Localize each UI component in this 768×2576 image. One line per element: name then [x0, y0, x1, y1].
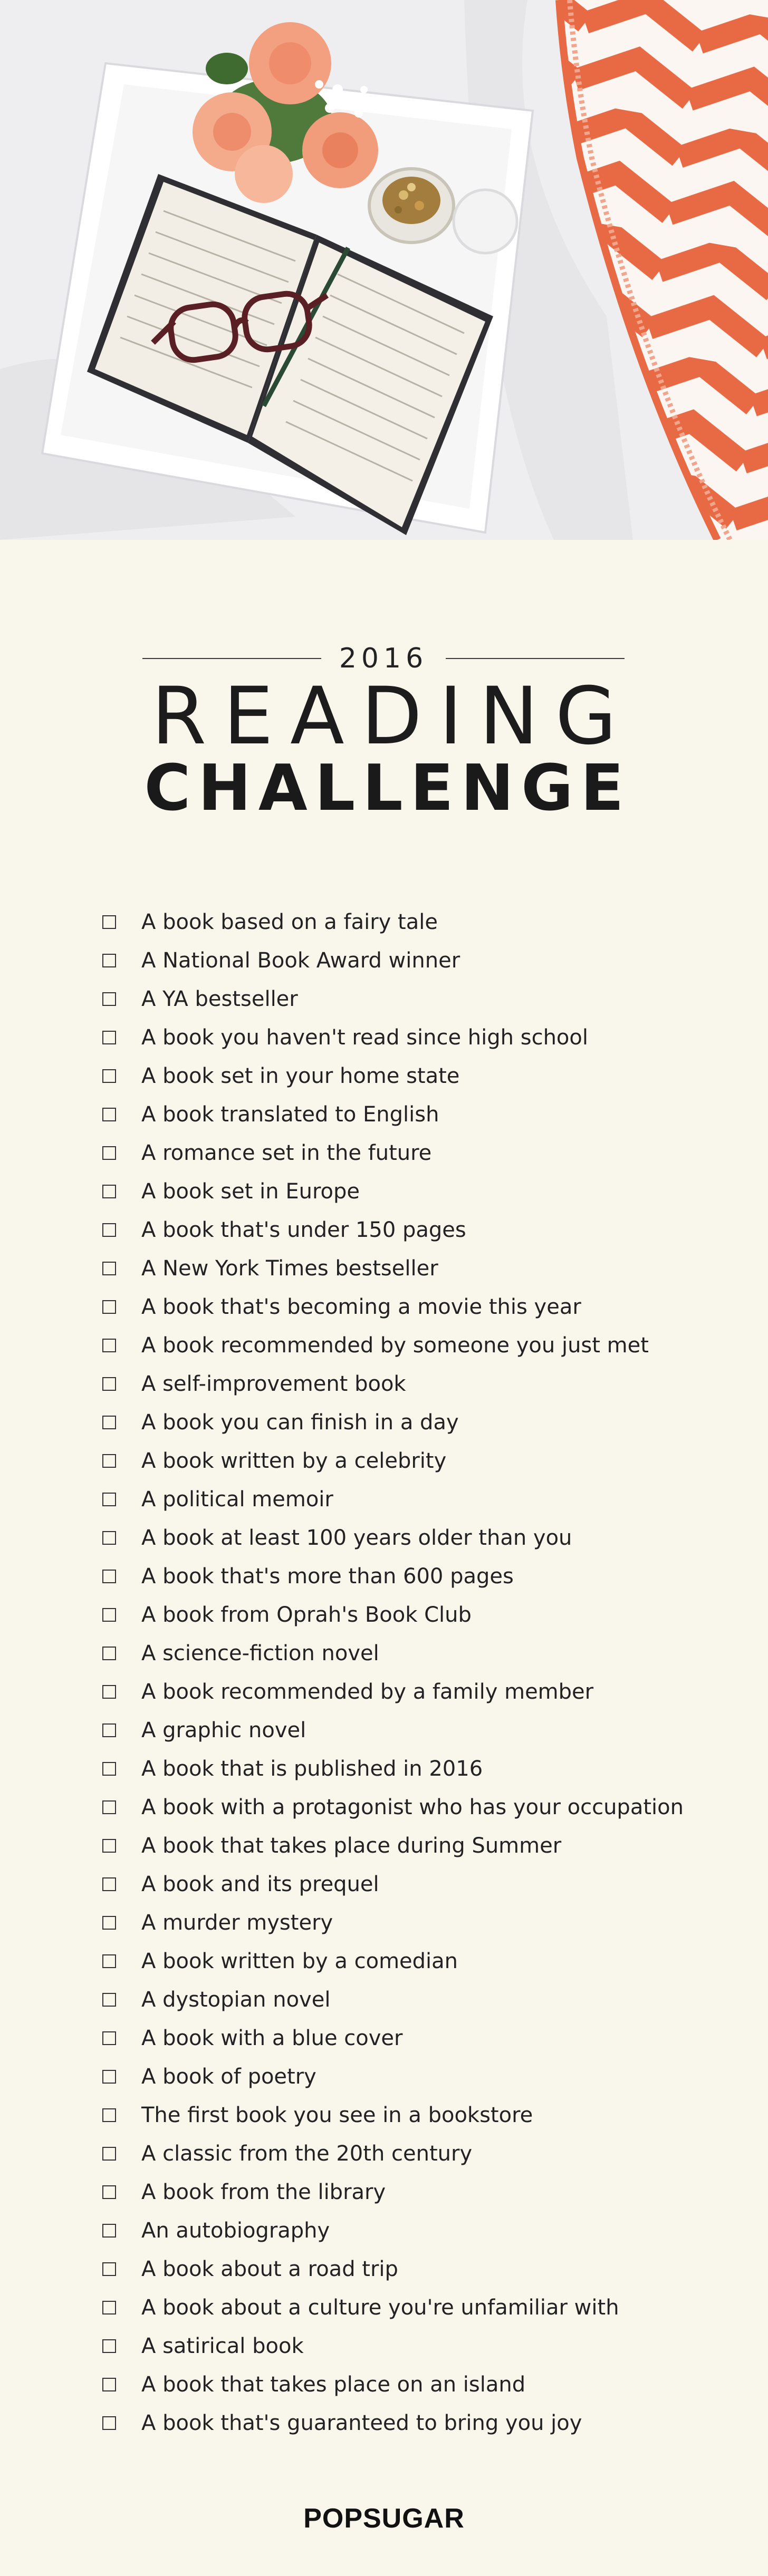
checkbox-icon[interactable]	[102, 1300, 116, 1314]
checkbox-icon[interactable]	[102, 954, 116, 967]
checklist-item-label: A murder mystery	[141, 1910, 333, 1935]
checklist-item[interactable]	[102, 2404, 725, 2442]
checkbox-icon[interactable]	[102, 1954, 116, 1968]
checkbox-icon[interactable]	[102, 1416, 116, 1429]
checkbox-icon[interactable]	[102, 1916, 116, 1930]
checklist-item-label: A satirical book	[141, 2333, 304, 2358]
checklist-item[interactable]	[102, 2211, 725, 2250]
checklist-item[interactable]	[102, 1980, 725, 2019]
reading-challenge-content	[0, 540, 768, 2576]
checklist-item[interactable]	[102, 2288, 725, 2327]
checklist-item-label: A classic from the 20th century	[141, 2141, 473, 2166]
checklist-item-label: A book recommended by someone you just met	[141, 1333, 649, 1358]
checkbox-icon[interactable]	[102, 1377, 116, 1391]
checklist-item[interactable]	[102, 980, 725, 1018]
checklist-item[interactable]	[102, 2173, 725, 2211]
checklist-item[interactable]	[102, 1518, 725, 1557]
checklist-item-label: A book about a road trip	[141, 2257, 398, 2281]
checkbox-icon[interactable]	[102, 2416, 116, 2430]
checklist-item[interactable]	[102, 1134, 725, 1172]
checklist-item-label: A political memoir	[141, 1487, 333, 1512]
checkbox-icon[interactable]	[102, 2108, 116, 2122]
checkbox-icon[interactable]	[102, 1108, 116, 1121]
checkbox-icon[interactable]	[102, 2301, 116, 2314]
checklist-item[interactable]	[102, 1018, 725, 1057]
popsugar-logo: POPSUGAR	[303, 2503, 465, 2534]
checkbox-icon[interactable]	[102, 2031, 116, 2045]
checklist-item[interactable]	[102, 1249, 725, 1287]
checklist-item[interactable]	[102, 1788, 725, 1826]
checklist-item[interactable]	[102, 2096, 725, 2134]
checkbox-icon[interactable]	[102, 1762, 116, 1776]
checklist-item[interactable]	[102, 1595, 725, 1634]
checklist-item[interactable]	[102, 2057, 725, 2096]
checkbox-icon[interactable]	[102, 1723, 116, 1737]
divider-left	[142, 658, 321, 659]
checklist-item-label: A book you can finish in a day	[141, 1410, 459, 1435]
checkbox-icon[interactable]	[102, 1570, 116, 1583]
checkbox-icon[interactable]	[102, 1031, 116, 1044]
checklist-item-label: A book set in your home state	[141, 1063, 460, 1088]
checkbox-icon[interactable]	[102, 1800, 116, 1814]
checklist-item-label: A book with a protagonist who has your occupation	[141, 1795, 684, 1819]
checkbox-icon[interactable]	[102, 1262, 116, 1275]
year-label: 2016	[339, 643, 428, 674]
checklist-item-label: A book set in Europe	[141, 1179, 360, 1204]
checklist-item[interactable]	[102, 2019, 725, 2057]
checklist-item-label: A science-fiction novel	[141, 1641, 379, 1665]
checklist-item-label: A book that's under 150 pages	[141, 1217, 466, 1242]
title-challenge: CHALLENGE	[144, 752, 631, 825]
checklist-item[interactable]	[102, 1711, 725, 1749]
checklist-item[interactable]	[102, 1865, 725, 1903]
checklist-item[interactable]	[102, 2250, 725, 2288]
checklist-item-label: A book from the library	[141, 2180, 386, 2204]
checklist-item[interactable]	[102, 903, 725, 941]
checkbox-icon[interactable]	[102, 2185, 116, 2199]
checklist-item[interactable]	[102, 1210, 725, 1249]
title-reading: READING	[151, 671, 633, 762]
checklist-item-label: A National Book Award winner	[141, 948, 460, 973]
checklist-item[interactable]	[102, 1826, 725, 1865]
checklist-item-label: A book written by a celebrity	[141, 1448, 447, 1473]
checkbox-icon[interactable]	[102, 915, 116, 929]
checklist-item-label: A self-improvement book	[141, 1371, 406, 1396]
checkbox-icon[interactable]	[102, 1185, 116, 1198]
hero-illustration	[0, 0, 768, 540]
checklist-item-label: A book based on a fairy tale	[141, 909, 438, 934]
checkbox-icon[interactable]	[102, 1493, 116, 1506]
checklist-item-label: A book and its prequel	[141, 1872, 379, 1896]
checklist-item[interactable]	[102, 2134, 725, 2173]
checklist-item[interactable]	[102, 1903, 725, 1942]
checkbox-icon[interactable]	[102, 1223, 116, 1237]
checkbox-icon[interactable]	[102, 2339, 116, 2353]
checklist-item[interactable]	[102, 1634, 725, 1672]
checklist-item-label: An autobiography	[141, 2218, 330, 2243]
checklist-item-label: A book translated to English	[141, 1102, 439, 1127]
hero-photo	[0, 0, 768, 540]
checklist-item-label: A book that's guaranteed to bring you joy	[141, 2410, 582, 2435]
checkbox-icon[interactable]	[102, 1685, 116, 1699]
checklist-item-label: A YA bestseller	[141, 986, 298, 1011]
checklist-item[interactable]	[102, 1480, 725, 1518]
checklist-item[interactable]	[102, 2365, 725, 2404]
checklist-item-label: A book that takes place on an island	[141, 2372, 526, 2397]
checklist-item-label: The first book you see in a bookstore	[141, 2103, 533, 2127]
checkbox-icon[interactable]	[102, 1454, 116, 1468]
checklist-item[interactable]	[102, 1057, 725, 1095]
challenge-checklist	[102, 903, 725, 2442]
checklist-item-label: A book that's more than 600 pages	[141, 1564, 514, 1589]
checklist-item[interactable]	[102, 1441, 725, 1480]
checklist-item-label: A book from Oprah's Book Club	[141, 1602, 472, 1627]
checkbox-icon[interactable]	[102, 1069, 116, 1083]
checklist-item-label: A book that takes place during Summer	[141, 1833, 562, 1858]
checklist-item-label: A book with a blue cover	[141, 2026, 403, 2050]
checkbox-icon[interactable]	[102, 1608, 116, 1622]
checkbox-icon[interactable]	[102, 2224, 116, 2238]
checklist-item-label: A book you haven't read since high school	[141, 1025, 588, 1050]
checklist-item-label: A romance set in the future	[141, 1140, 432, 1165]
checkbox-icon[interactable]	[102, 1339, 116, 1352]
checklist-item-label: A book at least 100 years older than you	[141, 1525, 572, 1550]
checkbox-icon[interactable]	[102, 2262, 116, 2276]
checklist-item-label: A New York Times bestseller	[141, 1256, 438, 1281]
checklist-item-label: A book of poetry	[141, 2064, 316, 2089]
checkbox-icon[interactable]	[102, 1146, 116, 1160]
checklist-item[interactable]	[102, 1364, 725, 1403]
checklist-item[interactable]	[102, 1403, 725, 1441]
checkbox-icon[interactable]	[102, 2070, 116, 2084]
checklist-item[interactable]	[102, 1287, 725, 1326]
checkbox-icon[interactable]	[102, 1993, 116, 2007]
checkbox-icon[interactable]	[102, 1647, 116, 1660]
checklist-item[interactable]	[102, 1942, 725, 1980]
checkbox-icon[interactable]	[102, 2378, 116, 2391]
divider-right	[446, 658, 625, 659]
checklist-item[interactable]	[102, 1095, 725, 1134]
checklist-item[interactable]	[102, 1557, 725, 1595]
checkbox-icon[interactable]	[102, 1877, 116, 1891]
checklist-item-label: A book about a culture you're unfamiliar with	[141, 2295, 619, 2320]
checklist-item-label: A book written by a comedian	[141, 1949, 458, 1973]
checklist-item[interactable]	[102, 2327, 725, 2365]
checklist-item[interactable]	[102, 1326, 725, 1364]
year-heading	[142, 643, 625, 674]
checklist-item-label: A book that is published in 2016	[141, 1756, 483, 1781]
checkbox-icon[interactable]	[102, 2147, 116, 2161]
checklist-item[interactable]	[102, 941, 725, 980]
checkbox-icon[interactable]	[102, 1531, 116, 1545]
checklist-item[interactable]	[102, 1172, 725, 1210]
checklist-item[interactable]	[102, 1672, 725, 1711]
checklist-item-label: A dystopian novel	[141, 1987, 331, 2012]
checkbox-icon[interactable]	[102, 1839, 116, 1853]
checklist-item-label: A book that's becoming a movie this year	[141, 1294, 581, 1319]
checkbox-icon[interactable]	[102, 992, 116, 1006]
checklist-item[interactable]	[102, 1749, 725, 1788]
checklist-item-label: A graphic novel	[141, 1718, 306, 1742]
checklist-item-label: A book recommended by a family member	[141, 1679, 594, 1704]
